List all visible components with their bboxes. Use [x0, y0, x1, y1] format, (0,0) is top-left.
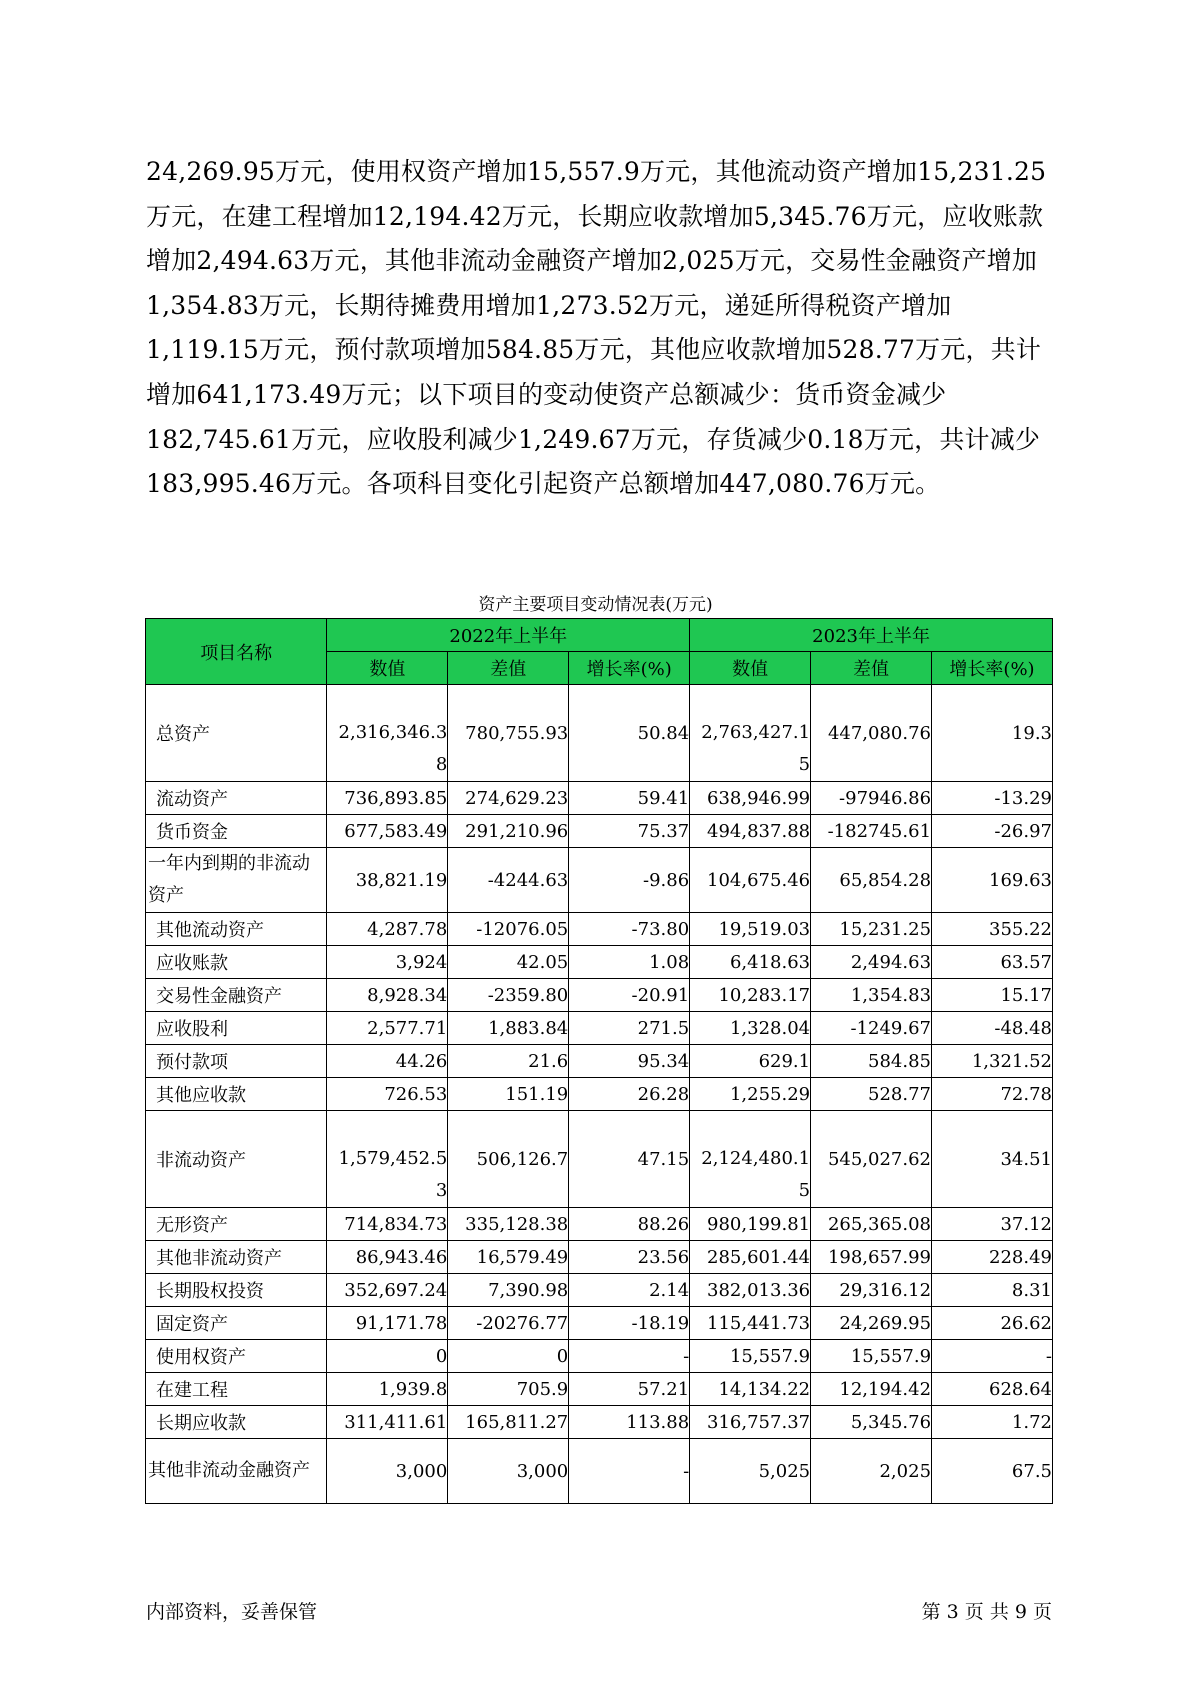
cell-value-2022: 44.26	[327, 1045, 448, 1078]
cell-growth-2022: -9.86	[569, 848, 690, 913]
cell-diff-2023: 15,557.9	[811, 1340, 932, 1373]
table-row	[146, 1111, 1053, 1208]
cell-value-2023: 14,134.22	[690, 1373, 811, 1406]
cell-growth-2023: -26.97	[932, 815, 1053, 848]
row-item-name: 长期应收款	[146, 1406, 327, 1439]
cell-diff-2023: 24,269.95	[811, 1307, 932, 1340]
cell-value-2022: 311,411.61	[327, 1406, 448, 1439]
table-caption: 资产主要项目变动情况表(万元)	[478, 595, 713, 615]
cell-value-2022: 1,579,452.53	[327, 1111, 448, 1208]
cell-value-2023: 19,519.03	[690, 913, 811, 946]
table-row	[146, 913, 1053, 946]
cell-value-2023: 6,418.63	[690, 946, 811, 979]
cell-diff-2023: 447,080.76	[811, 685, 932, 782]
header-value-2023: 数值	[690, 652, 811, 685]
cell-diff-2023: 15,231.25	[811, 913, 932, 946]
table-row	[146, 1439, 1053, 1504]
cell-diff-2023: 2,025	[811, 1439, 932, 1504]
cell-growth-2023: 1,321.52	[932, 1045, 1053, 1078]
table-row	[146, 1406, 1053, 1439]
cell-diff-2022: 3,000	[448, 1439, 569, 1504]
table-row	[146, 1274, 1053, 1307]
cell-diff-2023: 584.85	[811, 1045, 932, 1078]
cell-growth-2023: 355.22	[932, 913, 1053, 946]
cell-growth-2022: 271.5	[569, 1012, 690, 1045]
cell-diff-2023: 12,194.42	[811, 1373, 932, 1406]
cell-diff-2022: 42.05	[448, 946, 569, 979]
cell-diff-2022: 335,128.38	[448, 1208, 569, 1241]
cell-growth-2023: 63.57	[932, 946, 1053, 979]
cell-diff-2022: 291,210.96	[448, 815, 569, 848]
cell-value-2022: 3,000	[327, 1439, 448, 1504]
cell-diff-2023: -1249.67	[811, 1012, 932, 1045]
cell-diff-2022: 151.19	[448, 1078, 569, 1111]
row-item-name: 其他非流动资产	[146, 1241, 327, 1274]
cell-growth-2022: 59.41	[569, 782, 690, 815]
cell-growth-2023: -48.48	[932, 1012, 1053, 1045]
cell-value-2023: 15,557.9	[690, 1340, 811, 1373]
row-item-name: 货币资金	[146, 815, 327, 848]
cell-diff-2022: 1,883.84	[448, 1012, 569, 1045]
cell-diff-2022: 16,579.49	[448, 1241, 569, 1274]
cell-growth-2022: 2.14	[569, 1274, 690, 1307]
footer-page-number: 第 3 页 共 9 页	[921, 1601, 1052, 1623]
header-diff-2023: 差值	[811, 652, 932, 685]
table-row	[146, 1340, 1053, 1373]
cell-growth-2022: -20.91	[569, 979, 690, 1012]
cell-value-2022: 86,943.46	[327, 1241, 448, 1274]
cell-growth-2022: 75.37	[569, 815, 690, 848]
cell-growth-2022: 23.56	[569, 1241, 690, 1274]
cell-value-2023: 980,199.81	[690, 1208, 811, 1241]
cell-diff-2023: 265,365.08	[811, 1208, 932, 1241]
cell-value-2023: 285,601.44	[690, 1241, 811, 1274]
cell-diff-2023: 545,027.62	[811, 1111, 932, 1208]
header-item-name: 项目名称	[146, 619, 327, 685]
cell-growth-2023: 15.17	[932, 979, 1053, 1012]
cell-value-2023: 1,328.04	[690, 1012, 811, 1045]
row-item-name: 固定资产	[146, 1307, 327, 1340]
table-row	[146, 1373, 1053, 1406]
table-row	[146, 848, 1053, 913]
cell-diff-2022: 165,811.27	[448, 1406, 569, 1439]
cell-growth-2022: -	[569, 1439, 690, 1504]
header-value-2022: 数值	[327, 652, 448, 685]
cell-diff-2022: -4244.63	[448, 848, 569, 913]
row-item-name: 预付款项	[146, 1045, 327, 1078]
row-item-name: 应收股利	[146, 1012, 327, 1045]
header-year-2023: 2023年上半年	[690, 619, 1053, 652]
cell-diff-2023: 1,354.83	[811, 979, 932, 1012]
cell-growth-2022: -	[569, 1340, 690, 1373]
cell-diff-2023: 5,345.76	[811, 1406, 932, 1439]
cell-growth-2023: 228.49	[932, 1241, 1053, 1274]
row-item-name: 非流动资产	[146, 1111, 327, 1208]
cell-diff-2022: 21.6	[448, 1045, 569, 1078]
cell-diff-2023: 198,657.99	[811, 1241, 932, 1274]
header-year-2022: 2022年上半年	[327, 619, 690, 652]
cell-growth-2022: 1.08	[569, 946, 690, 979]
cell-diff-2022: -20276.77	[448, 1307, 569, 1340]
row-item-name: 总资产	[146, 685, 327, 782]
cell-value-2022: 4,287.78	[327, 913, 448, 946]
cell-growth-2023: 34.51	[932, 1111, 1053, 1208]
cell-growth-2022: 57.21	[569, 1373, 690, 1406]
table-row	[146, 685, 1053, 782]
cell-growth-2023: -	[932, 1340, 1053, 1373]
cell-diff-2022: 7,390.98	[448, 1274, 569, 1307]
row-item-name: 长期股权投资	[146, 1274, 327, 1307]
cell-diff-2023: 29,316.12	[811, 1274, 932, 1307]
cell-value-2022: 8,928.34	[327, 979, 448, 1012]
cell-value-2023: 629.1	[690, 1045, 811, 1078]
cell-diff-2022: 705.9	[448, 1373, 569, 1406]
footer-confidential: 内部资料，妥善保管	[146, 1601, 318, 1623]
cell-diff-2023: 65,854.28	[811, 848, 932, 913]
cell-value-2023: 382,013.36	[690, 1274, 811, 1307]
header-diff-2022: 差值	[448, 652, 569, 685]
cell-diff-2022: 0	[448, 1340, 569, 1373]
cell-growth-2022: 95.34	[569, 1045, 690, 1078]
asset-change-table	[145, 618, 1053, 1504]
cell-value-2023: 115,441.73	[690, 1307, 811, 1340]
cell-growth-2023: 72.78	[932, 1078, 1053, 1111]
cell-value-2023: 316,757.37	[690, 1406, 811, 1439]
cell-value-2023: 638,946.99	[690, 782, 811, 815]
table-body	[146, 685, 1053, 1504]
table-row	[146, 1078, 1053, 1111]
cell-growth-2022: 47.15	[569, 1111, 690, 1208]
cell-growth-2022: 50.84	[569, 685, 690, 782]
cell-growth-2022: -73.80	[569, 913, 690, 946]
cell-growth-2023: 19.3	[932, 685, 1053, 782]
cell-value-2022: 677,583.49	[327, 815, 448, 848]
cell-value-2022: 714,834.73	[327, 1208, 448, 1241]
cell-value-2023: 1,255.29	[690, 1078, 811, 1111]
cell-value-2023: 104,675.46	[690, 848, 811, 913]
cell-growth-2023: 628.64	[932, 1373, 1053, 1406]
row-item-name: 使用权资产	[146, 1340, 327, 1373]
table-row	[146, 946, 1053, 979]
row-item-name: 其他非流动金融资产	[146, 1439, 327, 1504]
table-row	[146, 1012, 1053, 1045]
table-row	[146, 1307, 1053, 1340]
cell-growth-2022: -18.19	[569, 1307, 690, 1340]
cell-value-2022: 0	[327, 1340, 448, 1373]
row-item-name: 一年内到期的非流动资产	[146, 848, 327, 913]
cell-diff-2022: -2359.80	[448, 979, 569, 1012]
table-row	[146, 1208, 1053, 1241]
cell-value-2023: 2,124,480.15	[690, 1111, 811, 1208]
cell-growth-2023: 37.12	[932, 1208, 1053, 1241]
row-item-name: 交易性金融资产	[146, 979, 327, 1012]
row-item-name: 其他流动资产	[146, 913, 327, 946]
cell-growth-2022: 88.26	[569, 1208, 690, 1241]
cell-value-2022: 736,893.85	[327, 782, 448, 815]
table-row	[146, 1241, 1053, 1274]
cell-diff-2022: 780,755.93	[448, 685, 569, 782]
cell-diff-2023: 2,494.63	[811, 946, 932, 979]
cell-value-2022: 91,171.78	[327, 1307, 448, 1340]
row-item-name: 无形资产	[146, 1208, 327, 1241]
cell-value-2023: 5,025	[690, 1439, 811, 1504]
row-item-name: 其他应收款	[146, 1078, 327, 1111]
cell-growth-2023: 67.5	[932, 1439, 1053, 1504]
cell-growth-2023: 26.62	[932, 1307, 1053, 1340]
cell-growth-2023: 1.72	[932, 1406, 1053, 1439]
cell-value-2022: 3,924	[327, 946, 448, 979]
cell-growth-2022: 26.28	[569, 1078, 690, 1111]
cell-growth-2023: 8.31	[932, 1274, 1053, 1307]
table-row	[146, 782, 1053, 815]
cell-value-2022: 1,939.8	[327, 1373, 448, 1406]
cell-diff-2022: 274,629.23	[448, 782, 569, 815]
cell-growth-2023: -13.29	[932, 782, 1053, 815]
cell-growth-2023: 169.63	[932, 848, 1053, 913]
cell-value-2022: 2,316,346.38	[327, 685, 448, 782]
cell-diff-2023: 528.77	[811, 1078, 932, 1111]
cell-value-2022: 352,697.24	[327, 1274, 448, 1307]
body-paragraph: 24,269.95万元，使用权资产增加15,557.9万元，其他流动资产增加15,231.25万元，在建工程增加12,194.42万元，长期应收款增加5,345.76万元，应收账款增加2,494.63万元，其他非流动金融资产增加2,025万元，交易性金融资产增加1,354.83万元，长期待摊费用增加1,273.52万元，递延所得税资产增加1,119.15万元，预付款项增加584.85万元，其他应收款增加528.77万元，共计增加641,173.49万元；以下项目的变动使资产总额减少：货币资金减少182,745.61万元，应收股利减少1,249.67万元，存货减少0.18万元，共计减少183,995.46万元。各项科目变化引起资产总额增加447,080.76万元。	[146, 157, 1047, 499]
cell-value-2023: 10,283.17	[690, 979, 811, 1012]
cell-value-2023: 2,763,427.15	[690, 685, 811, 782]
row-item-name: 应收账款	[146, 946, 327, 979]
cell-value-2022: 38,821.19	[327, 848, 448, 913]
header-growth-2022: 增长率(%)	[569, 652, 690, 685]
cell-diff-2022: 506,126.7	[448, 1111, 569, 1208]
table-row	[146, 979, 1053, 1012]
cell-diff-2023: -182745.61	[811, 815, 932, 848]
cell-diff-2022: -12076.05	[448, 913, 569, 946]
cell-growth-2022: 113.88	[569, 1406, 690, 1439]
cell-value-2022: 2,577.71	[327, 1012, 448, 1045]
table-row	[146, 815, 1053, 848]
table-row	[146, 1045, 1053, 1078]
cell-value-2022: 726.53	[327, 1078, 448, 1111]
row-item-name: 流动资产	[146, 782, 327, 815]
header-growth-2023: 增长率(%)	[932, 652, 1053, 685]
cell-diff-2023: -97946.86	[811, 782, 932, 815]
row-item-name: 在建工程	[146, 1373, 327, 1406]
cell-value-2023: 494,837.88	[690, 815, 811, 848]
